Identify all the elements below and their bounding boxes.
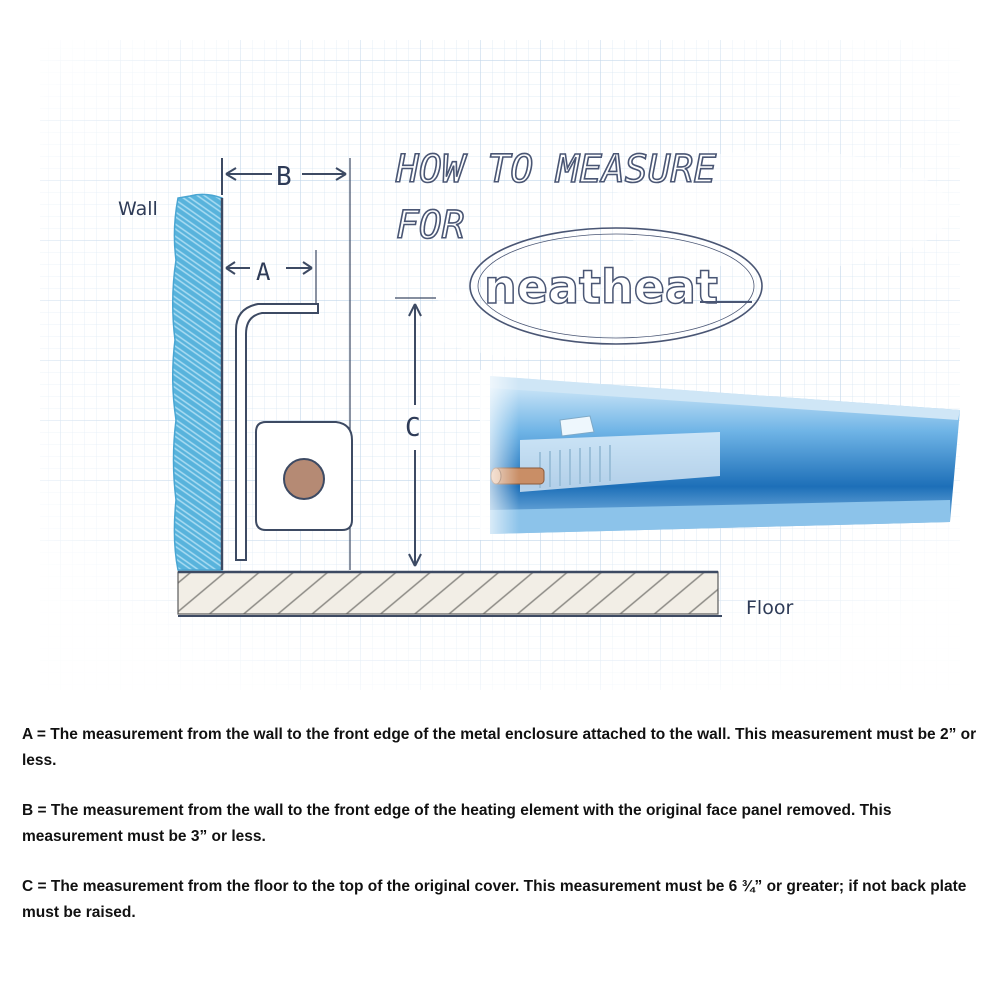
pipe-icon [284, 459, 324, 499]
wall [173, 194, 222, 570]
note-c: C = The measurement from the floor to the top of the original cover. This measurement must be 6 ¾” or greater; if not back plate must be raised. [22, 878, 967, 921]
note-a: A = The measurement from the wall to the front edge of the metal enclosure attached to the wall. This measurement must be 2” or less. [22, 726, 977, 769]
label-a: A [256, 258, 271, 286]
logo-text: neatheat [484, 260, 718, 314]
note-b: B = The measurement from the wall to the front edge of the heating element with the original face panel removed. This measurement must be 3” or less. [22, 802, 892, 845]
floor [178, 572, 722, 616]
label-c: C [405, 413, 421, 443]
label-b: B [276, 162, 292, 192]
measurement-notes [22, 722, 982, 950]
heading-line-1: HOW TO MEASURE [396, 147, 717, 191]
floor-label: Floor [746, 597, 794, 619]
wall-label: Wall [118, 198, 158, 220]
heading-line-2: FOR [396, 203, 465, 247]
